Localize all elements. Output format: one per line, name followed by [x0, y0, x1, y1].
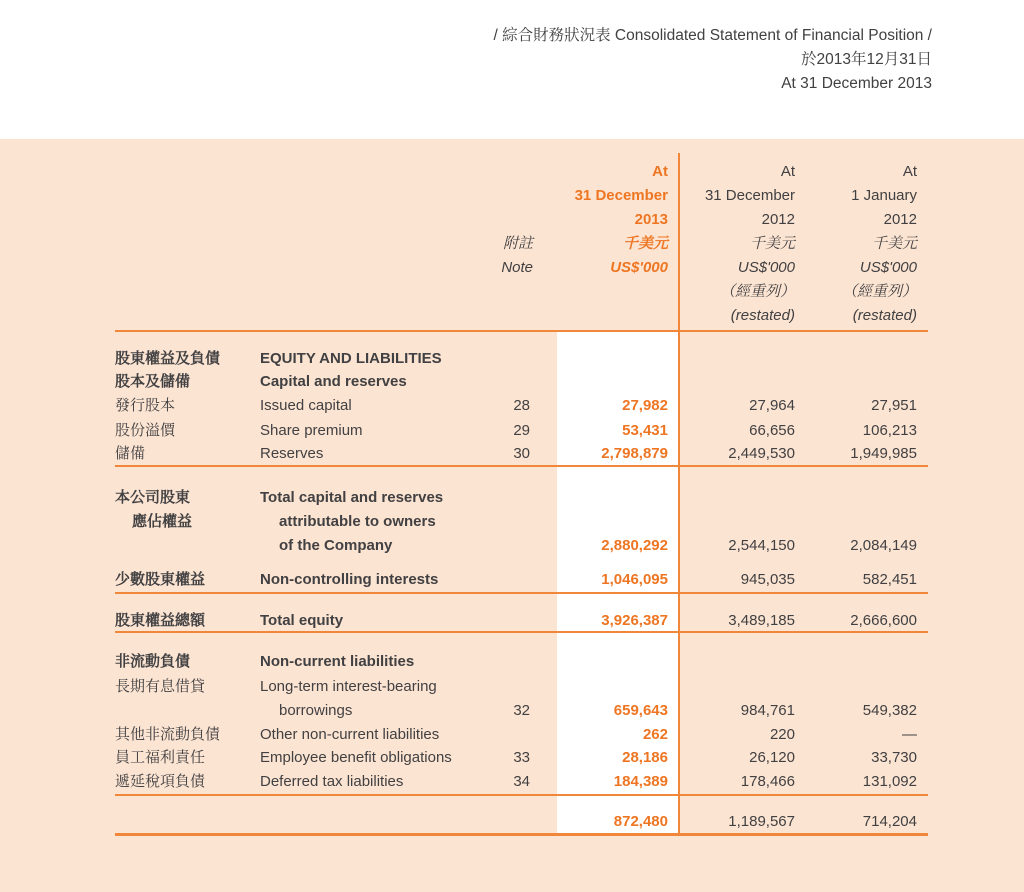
row-label-en: Capital and reserves — [260, 373, 407, 390]
row-label-en: attributable to owners — [279, 513, 436, 530]
value-2012 — [668, 509, 795, 534]
row-label-zh: 股本及儲備 — [115, 373, 191, 390]
value-2012: 984,761 — [740, 702, 795, 719]
col-1jan-at: At — [902, 163, 917, 180]
value-2013 — [530, 674, 668, 699]
col-1jan-unit-en: US$'000 — [859, 259, 917, 276]
value-2012: 2,544,150 — [728, 537, 795, 554]
row-label-en: Reserves — [260, 445, 324, 462]
value-2012: 3,489,185 — [728, 612, 795, 629]
row-label-en — [260, 809, 450, 834]
row-label-en: Non-controlling interests — [260, 571, 439, 588]
row-note — [450, 509, 530, 534]
col-2013-date: 31 December — [574, 187, 668, 204]
value-2011: 1,949,985 — [850, 445, 917, 462]
col-2013-unit-en: US$'000 — [610, 259, 668, 276]
row-label-en: Other non-current liabilities — [260, 726, 440, 743]
row-note — [450, 346, 530, 371]
col-2012-restated-en: (restated) — [730, 307, 795, 324]
row-label-zh — [115, 533, 260, 558]
value-2012: 220 — [769, 726, 795, 743]
value-2012 — [668, 485, 795, 510]
value-2013 — [530, 346, 668, 371]
value-2013: 2,798,879 — [601, 445, 668, 462]
row-note — [450, 608, 530, 633]
column-header-1jan2012 — [757, 160, 917, 328]
value-2012: 1,189,567 — [728, 813, 795, 830]
value-2012: 2,449,530 — [728, 445, 795, 462]
table-row — [115, 608, 928, 633]
row-note: 28 — [513, 397, 530, 414]
document-header — [494, 24, 933, 96]
row-label-en: Non-current liabilities — [260, 653, 415, 670]
value-2012 — [668, 649, 795, 674]
value-2012: 66,656 — [749, 422, 795, 439]
table-row — [115, 567, 928, 592]
table-row — [115, 418, 928, 443]
note-header-en: Note — [501, 259, 533, 276]
col-1jan-unit-zh: 千美元 — [871, 235, 917, 252]
col-1jan-restated-en: (restated) — [852, 307, 917, 324]
note-header-zh: 附註 — [502, 235, 533, 252]
row-note: 30 — [513, 445, 530, 462]
row-label-zh: 股東權益總額 — [115, 612, 206, 629]
col-2013-at: At — [652, 163, 668, 180]
row-note — [450, 485, 530, 510]
value-2013: 53,431 — [622, 422, 668, 439]
col-2012-restated-zh: （經重列） — [719, 283, 795, 300]
row-note: 32 — [513, 702, 530, 719]
statement-date-zh: 於2013年12月31日 — [801, 51, 932, 68]
table-row — [115, 769, 928, 794]
row-note: 33 — [513, 749, 530, 766]
row-label-zh: 儲備 — [115, 445, 146, 462]
value-2012: 26,120 — [749, 749, 795, 766]
col-1jan-restated-zh: （經重列） — [841, 283, 917, 300]
row-label-en: borrowings — [279, 702, 353, 719]
row-note — [450, 722, 530, 747]
value-2013: 872,480 — [613, 813, 668, 830]
rule-after-deferred-tax — [115, 794, 928, 796]
row-note — [450, 369, 530, 394]
table-row — [115, 485, 928, 510]
value-2013: 184,389 — [613, 773, 668, 790]
value-2011: 131,092 — [862, 773, 917, 790]
row-label-en: Share premium — [260, 422, 363, 439]
value-2012: 945,035 — [740, 571, 795, 588]
row-label-zh — [115, 698, 260, 723]
row-label-en: EQUITY AND LIABILITIES — [260, 350, 442, 367]
col-1jan-date: 1 January — [851, 187, 917, 204]
value-2011: 27,951 — [871, 397, 917, 414]
row-label-zh: 應佔權益 — [132, 513, 193, 530]
row-label-en: Deferred tax liabilities — [260, 773, 404, 790]
row-label-zh: 員工福利責任 — [115, 749, 206, 766]
value-2011 — [795, 674, 917, 699]
row-label-en: Long-term interest-bearing — [260, 678, 437, 695]
table-row — [115, 674, 928, 699]
col-1jan-year: 2012 — [883, 211, 917, 228]
value-2011: 2,084,149 — [850, 537, 917, 554]
statement-title: / 綜合財務狀況表 Consolidated Statement of Financial Position / — [493, 27, 932, 44]
value-2011 — [795, 649, 917, 674]
row-label-en: of the Company — [279, 537, 393, 554]
value-2011 — [795, 509, 917, 534]
value-2011: — — [902, 726, 917, 743]
value-2011 — [795, 369, 917, 394]
table-row — [115, 698, 928, 723]
value-2012 — [668, 346, 795, 371]
row-note — [450, 567, 530, 592]
row-label-zh: 其他非流動負債 — [115, 726, 221, 743]
value-2013: 28,186 — [622, 749, 668, 766]
col-2013-unit-zh: 千美元 — [622, 235, 668, 252]
col-2012-year: 2012 — [761, 211, 795, 228]
col-2012-unit-zh: 千美元 — [749, 235, 795, 252]
col-2012-unit-en: US$'000 — [737, 259, 795, 276]
table-row — [115, 533, 928, 558]
col-2012-date: 31 December — [704, 187, 795, 204]
value-2011: 33,730 — [871, 749, 917, 766]
statement-date-en: At 31 December 2013 — [781, 75, 932, 92]
row-label-en: Employee benefit obligations — [260, 749, 452, 766]
row-note — [450, 674, 530, 699]
row-note: 34 — [513, 773, 530, 790]
value-2011: 106,213 — [862, 422, 917, 439]
value-2011: 582,451 — [862, 571, 917, 588]
row-note — [450, 533, 530, 558]
table-row — [115, 369, 928, 394]
row-label-zh: 少數股東權益 — [115, 571, 206, 588]
table-row-subtotal — [115, 809, 928, 834]
value-2012 — [668, 674, 795, 699]
header-rule — [115, 330, 928, 332]
rule-after-noncontrolling — [115, 592, 928, 594]
value-2011: 549,382 — [862, 702, 917, 719]
row-note — [450, 649, 530, 674]
value-2013: 262 — [642, 726, 668, 743]
table-row — [115, 393, 928, 418]
row-label-en: Total equity — [260, 612, 344, 629]
value-2013 — [530, 509, 668, 534]
value-2013: 659,643 — [613, 702, 668, 719]
row-label-zh: 本公司股東 — [115, 489, 191, 506]
value-2013 — [530, 369, 668, 394]
row-label-en: Total capital and reserves — [260, 489, 444, 506]
value-2011: 2,666,600 — [850, 612, 917, 629]
table-row — [115, 509, 928, 534]
value-2011: 714,204 — [862, 813, 917, 830]
row-note: 29 — [513, 422, 530, 439]
row-note — [450, 809, 530, 834]
value-2012: 178,466 — [740, 773, 795, 790]
value-2013 — [530, 485, 668, 510]
row-label-zh: 非流動負債 — [115, 653, 191, 670]
table-row — [115, 346, 928, 371]
row-label-zh — [115, 809, 260, 834]
value-2013: 27,982 — [622, 397, 668, 414]
table-row — [115, 722, 928, 747]
value-2013: 2,880,292 — [601, 537, 668, 554]
row-label-zh: 股份溢價 — [115, 422, 176, 439]
value-2013: 1,046,095 — [601, 571, 668, 588]
row-label-zh: 股東權益及負債 — [115, 350, 221, 367]
row-label-zh: 發行股本 — [115, 397, 176, 414]
row-label-zh: 長期有息借貸 — [115, 678, 206, 695]
value-2011 — [795, 485, 917, 510]
row-label-zh: 遞延稅項負債 — [115, 773, 206, 790]
table-row — [115, 441, 928, 466]
value-2013: 3,926,387 — [601, 612, 668, 629]
value-2012 — [668, 369, 795, 394]
table-row — [115, 745, 928, 770]
row-label-en: Issued capital — [260, 397, 352, 414]
col-2012-at: At — [780, 163, 795, 180]
value-2013 — [530, 649, 668, 674]
col-2013-year: 2013 — [634, 211, 668, 228]
value-2012: 27,964 — [749, 397, 795, 414]
table-row — [115, 649, 928, 674]
value-2011 — [795, 346, 917, 371]
